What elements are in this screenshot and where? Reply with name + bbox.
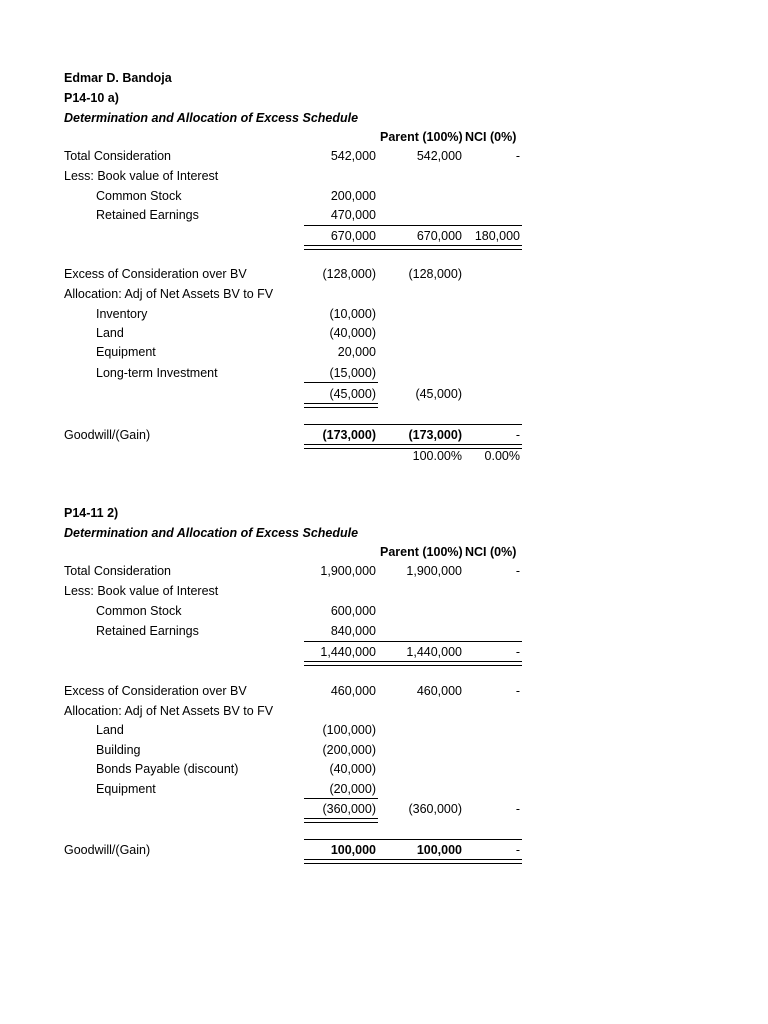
excess-total-1: (128,000) [322, 267, 376, 281]
total-consideration-label-1: Total Consideration [64, 149, 172, 163]
schedule-title-2: Determination and Allocation of Excess Schedule [64, 526, 359, 540]
adj-item-label-2-2: Bonds Payable (discount) [96, 762, 239, 776]
goodwill-total-1: (173,000) [322, 428, 376, 442]
author-name: Edmar D. Bandoja [64, 71, 172, 85]
total-consideration-nci-2: - [515, 564, 520, 578]
goodwill-label-2: Goodwill/(Gain) [64, 843, 151, 857]
bv-total-parent-1: 670,000 [416, 229, 462, 243]
goodwill-rule-2 [304, 839, 522, 840]
excess-nci-2: - [515, 684, 520, 698]
less-bv-label-1: Less: Book value of Interest [64, 169, 219, 183]
parent-header-2: Parent (100%) [380, 545, 463, 559]
excess-parent-2: 460,000 [416, 684, 462, 698]
goodwill-nci-2: - [515, 843, 520, 857]
goodwill-double-rule-2 [304, 859, 522, 864]
retained-earnings-label-2: Retained Earnings [96, 624, 199, 638]
adj-item-total-1-3: (15,000) [329, 366, 376, 380]
problem-label-1: P14-10 a) [64, 91, 119, 105]
adj-double-rule-1 [304, 403, 378, 408]
adj-total-total-2: (360,000) [322, 802, 376, 816]
problem-label-2: P14-11 2) [64, 506, 119, 520]
excess-parent-1: (128,000) [408, 267, 462, 281]
goodwill-parent-1: (173,000) [408, 428, 462, 442]
less-bv-label-2: Less: Book value of Interest [64, 584, 219, 598]
adj-item-label-1-2: Equipment [96, 345, 156, 359]
pct-nci-1: 0.00% [484, 449, 520, 463]
adj-item-total-1-2: 20,000 [337, 345, 376, 359]
adj-item-label-1-1: Land [96, 326, 124, 340]
bv-total-total-2: 1,440,000 [320, 645, 376, 659]
goodwill-total-2: 100,000 [330, 843, 376, 857]
nci-header-2: NCI (0%) [465, 545, 517, 559]
adj-item-label-2-0: Land [96, 723, 124, 737]
common-stock-total-2: 600,000 [330, 604, 376, 618]
adj-item-label-2-1: Building [96, 743, 141, 757]
retained-earnings-label-1: Retained Earnings [96, 208, 199, 222]
adj-double-rule-2 [304, 818, 378, 823]
retained-earnings-total-2: 840,000 [330, 624, 376, 638]
total-consideration-label-2: Total Consideration [64, 564, 172, 578]
adj-item-total-1-0: (10,000) [329, 307, 376, 321]
excess-label-1: Excess of Consideration over BV [64, 267, 247, 281]
adj-item-total-1-1: (40,000) [329, 326, 376, 340]
goodwill-rule-1 [304, 424, 522, 425]
bv-total-total-1: 670,000 [330, 229, 376, 243]
adj-total-nci-2: - [515, 802, 520, 816]
excess-label-2: Excess of Consideration over BV [64, 684, 247, 698]
goodwill-label-1: Goodwill/(Gain) [64, 428, 151, 442]
retained-earnings-total-1: 470,000 [330, 208, 376, 222]
adj-item-total-2-1: (200,000) [322, 743, 376, 757]
excess-total-2: 460,000 [330, 684, 376, 698]
total-double-rule-1 [304, 245, 522, 250]
adj-total-parent-2: (360,000) [408, 802, 462, 816]
adj-rule-1 [304, 382, 378, 383]
total-consideration-total-1: 542,000 [330, 149, 376, 163]
total-consideration-total-2: 1,900,000 [320, 564, 376, 578]
total-consideration-nci-1: - [515, 149, 520, 163]
nci-header-1: NCI (0%) [465, 130, 517, 144]
adj-item-total-2-0: (100,000) [322, 723, 376, 737]
allocation-label-1: Allocation: Adj of Net Assets BV to FV [64, 287, 274, 301]
goodwill-parent-2: 100,000 [416, 843, 462, 857]
total-double-rule-2 [304, 661, 522, 666]
adj-item-label-2-3: Equipment [96, 782, 156, 796]
common-stock-label-1: Common Stock [96, 189, 182, 203]
subtotal-rule-1 [304, 225, 522, 226]
adj-total-parent-1: (45,000) [415, 387, 462, 401]
allocation-label-2: Allocation: Adj of Net Assets BV to FV [64, 704, 274, 718]
schedule-title-1: Determination and Allocation of Excess Schedule [64, 111, 359, 125]
adj-item-total-2-2: (40,000) [329, 762, 376, 776]
pct-parent-1: 100.00% [412, 449, 462, 463]
adj-item-label-1-3: Long-term Investment [96, 366, 218, 380]
adj-item-total-2-3: (20,000) [329, 782, 376, 796]
subtotal-rule-2 [304, 641, 522, 642]
total-consideration-parent-1: 542,000 [416, 149, 462, 163]
common-stock-label-2: Common Stock [96, 604, 182, 618]
common-stock-total-1: 200,000 [330, 189, 376, 203]
bv-total-nci-2: - [515, 645, 520, 659]
bv-total-parent-2: 1,440,000 [406, 645, 462, 659]
adj-total-total-1: (45,000) [329, 387, 376, 401]
adj-item-label-1-0: Inventory [96, 307, 148, 321]
goodwill-nci-1: - [515, 428, 520, 442]
parent-header-1: Parent (100%) [380, 130, 463, 144]
adj-rule-2 [304, 798, 378, 799]
bv-total-nci-1: 180,000 [474, 229, 520, 243]
total-consideration-parent-2: 1,900,000 [406, 564, 462, 578]
